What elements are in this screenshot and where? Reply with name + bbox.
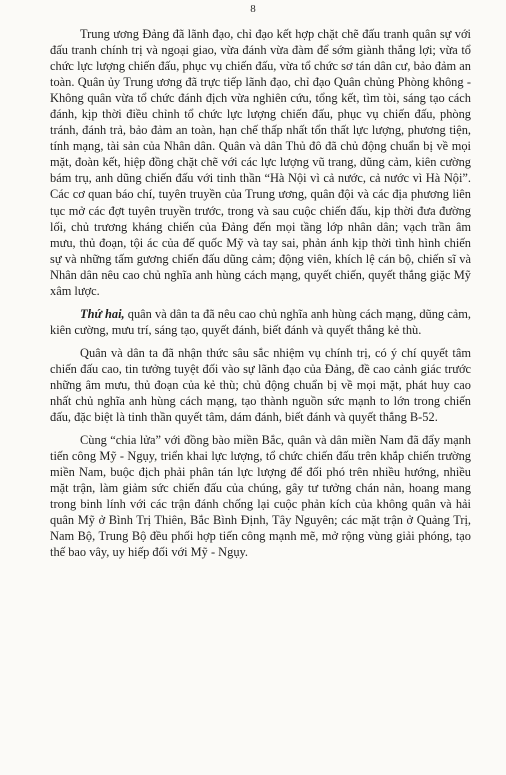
paragraph-1 — [50, 26, 471, 299]
paragraph-3-text: Quân và dân ta đã nhận thức sâu sắc nhiệm vụ chính trị, có ý chí quyết tâm chiến đấu cao, tin tưởng tuyệt đối vào sự lãnh đạo của Đảng, đề cao cảnh giác trước những âm mưu, thủ đoạn của kẻ thù; chủ động chuẩn bị về mọi mặt, phát huy cao nhất chủ nghĩa anh hùng cách mạng, tạo thành nguồn sức mạnh to lớn trong chiến đấu, đặc biệt là tinh thần quyết tâm, dám đánh, biết đánh và quyết thắng B-52. — [50, 345, 471, 425]
paragraph-4-text: Cùng “chia lửa” với đồng bào miền Bắc, quân và dân miền Nam đã đẩy mạnh tiến công Mỹ - Ngụy, triển khai lực lượng, tổ chức chiến đấu trên khắp chiến trường miền Nam, buộc địch phải phân tán lực lượng để đối phó trên nhiều hướng, nhiều mặt trận, làm giảm sức chiến đấu của chúng, gây tư tưởng chán nản, hoang mang trong binh lính với các trận đánh chống lại cuộc phản kích của không quân và hải quân Mỹ ở Bình Trị Thiên, Bắc Bình Định, Tây Nguyên; các mặt trận ở Quảng Trị, Nam Bộ, Trung Bộ đều phối hợp tiến công mạnh mẽ, mở rộng vùng giải phóng, tạo thế bao vây, uy hiếp đối với Mỹ - Ngụy. — [50, 433, 471, 560]
paragraph-2 — [50, 306, 471, 338]
paragraph-2-text: quân và dân ta đã nêu cao chủ nghĩa anh hùng cách mạng, dũng cảm, kiên cường, mưu trí, sáng tạo, quyết đánh, biết đánh và quyết thắng kẻ thù. — [50, 306, 471, 337]
page-body — [50, 26, 471, 568]
paragraph-3 — [50, 345, 471, 425]
paragraph-1-text: Trung ương Đảng đã lãnh đạo, chỉ đạo kết hợp chặt chẽ đấu tranh quân sự với đấu tranh chính trị và ngoại giao, vừa đánh vừa đàm để sớm giành thắng lợi; vừa tổ chức lực lượng chiến đấu, phục vụ chiến đấu, vừa tổ chức sơ tán dân cư, bảo đảm an toàn. Quân ủy Trung ương đã trực tiếp lãnh đạo, chỉ đạo Quân chủng Phòng không - Không quân vừa tổ chức đánh địch vừa nghiên cứu, tổng kết, tìm tòi, sáng tạo cách đánh, kịp thời điều chỉnh tổ chức lực lượng chiến đấu, phục vụ chiến đấu, phòng tránh, đánh trả, bảo đảm an toàn, hạn chế thấp nhất tổn thất lực lượng, phương tiện, tính mạng, tài sản của Nhân dân. Quân và dân Thủ đô đã chủ động chuẩn bị về mọi mặt, đoàn kết, hiệp đồng chặt chẽ với các lực lượng vũ trang, dũng cảm, kiên cường bám trụ, anh dũng chiến đấu với tinh thần “Hà Nội vì cả nước, cả nước vì Hà Nội”. Các cơ quan báo chí, tuyên truyền của Trung ương, quân đội và các địa phương liên tục mở các đợt tuyên truyền trước, trong và sau cuộc chiến đấu, kịp thời đưa đường lối, chủ trương kháng chiến của Đảng đến mọi tầng lớp nhân dân; vạch trần âm mưu, thủ đoạn, tội ác của đế quốc Mỹ và tay sai, phản ánh kịp thời tình hình chiến sự và những tấm gương chiến đấu dũng cảm; động viên, khích lệ cán bộ, chiến sĩ và Nhân dân nêu cao chủ nghĩa anh hùng cách mạng, quyết chiến, quyết thắng giặc Mỹ xâm lược. — [50, 27, 471, 298]
page-number: 8 — [250, 3, 256, 15]
paragraph-4 — [50, 432, 471, 560]
paragraph-2-lead: Thứ hai, — [80, 306, 125, 321]
